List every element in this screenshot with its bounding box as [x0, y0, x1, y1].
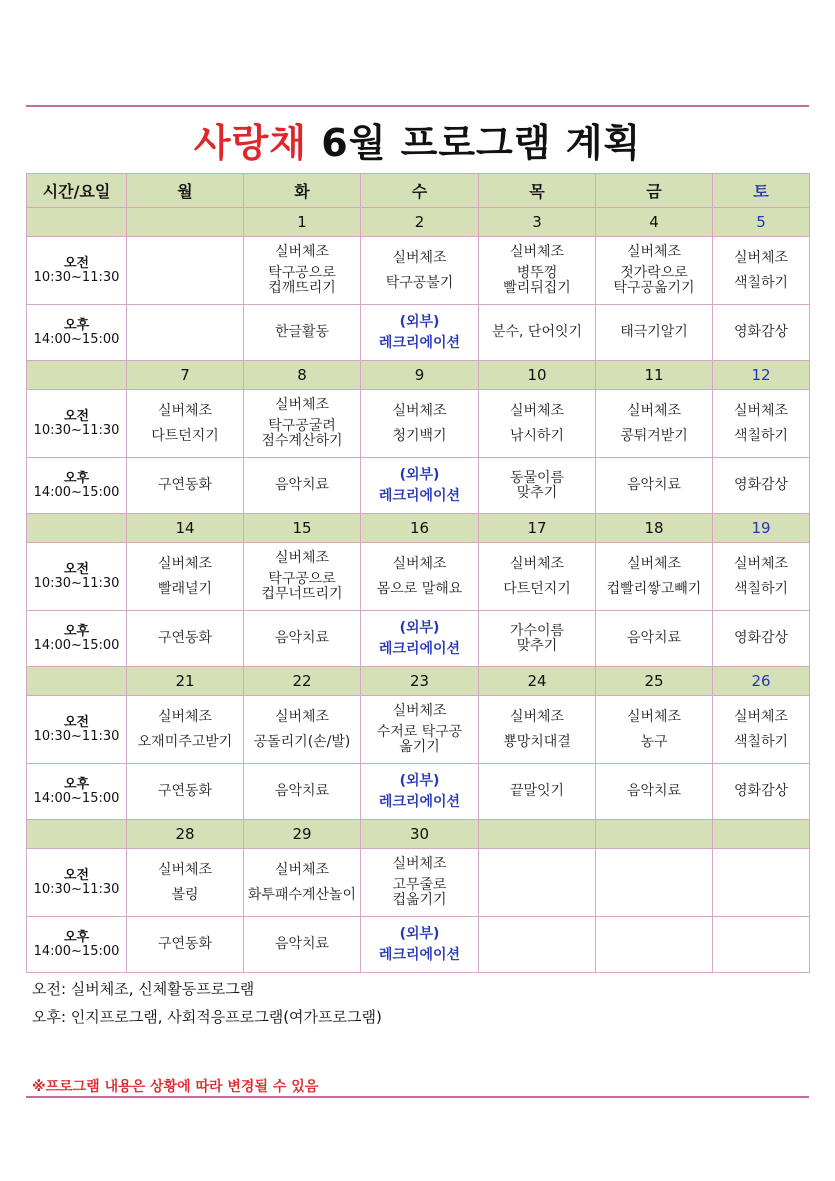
pm-row — [27, 305, 810, 361]
pm-activity-cell — [244, 917, 361, 973]
am-row — [27, 543, 810, 611]
date-cell: 28 — [127, 820, 244, 849]
date-row — [27, 361, 810, 390]
am-note: 오전: 실버체조, 신체활동프로그램 — [32, 980, 255, 998]
am-activity-cell — [479, 543, 596, 611]
am-activity-secondary: 농구 — [640, 733, 668, 750]
am-activity-secondary: 색칠하기 — [733, 733, 789, 750]
am-row — [27, 849, 810, 917]
am-activity-secondary: 다트던지기 — [151, 427, 219, 444]
date-cell: 5 — [713, 208, 810, 237]
am-activity-cell — [244, 849, 361, 917]
date-cell: 23 — [361, 667, 479, 696]
date-cell: 1 — [244, 208, 361, 237]
date-cell — [127, 208, 244, 237]
page-title — [26, 112, 809, 167]
pm-activity: 가수이름 맞추기 — [509, 622, 565, 654]
pm-activity-cell — [713, 611, 810, 667]
external-label: (외부) — [399, 925, 440, 942]
date-row — [27, 820, 810, 849]
am-row — [27, 237, 810, 305]
am-activity-cell — [361, 849, 479, 917]
date-cell — [479, 820, 596, 849]
pm-row — [27, 611, 810, 667]
am-activity-primary: 실버체조 — [392, 402, 447, 419]
am-activity-secondary: 탁구공으로 컵무너뜨리기 — [261, 571, 343, 602]
am-activity-cell — [713, 543, 810, 611]
am-time-cell — [27, 237, 127, 305]
am-activity-secondary: 탁구공굴려 점수계산하기 — [261, 418, 343, 449]
am-label: 오전 — [63, 408, 90, 424]
pm-activity-cell — [596, 764, 713, 820]
pm-activity: 동물이름 맞추기 — [509, 469, 565, 501]
am-activity-cell — [244, 390, 361, 458]
pm-activity-cell — [713, 764, 810, 820]
date-row-spacer — [27, 820, 127, 849]
date-cell: 17 — [479, 514, 596, 543]
pm-activity: 끝말잇기 — [509, 783, 565, 799]
pm-activity-cell — [361, 611, 479, 667]
date-cell: 2 — [361, 208, 479, 237]
date-cell: 26 — [713, 667, 810, 696]
pm-activity-cell — [596, 611, 713, 667]
am-activity-primary: 실버체조 — [157, 402, 213, 419]
pm-time-range: 14:00~15:00 — [33, 637, 120, 653]
am-activity-cell — [713, 696, 810, 764]
am-activity-primary: 실버체조 — [274, 861, 330, 878]
am-activity-secondary: 컵빨리쌓고빼기 — [606, 580, 702, 597]
date-cell: 24 — [479, 667, 596, 696]
am-activity-secondary: 콩튀겨받기 — [620, 427, 688, 444]
header-row — [27, 174, 810, 208]
date-cell: 15 — [244, 514, 361, 543]
am-activity-cell — [361, 696, 479, 764]
am-activity-cell — [244, 543, 361, 611]
date-row-spacer — [27, 667, 127, 696]
header-wed: 수 — [361, 174, 479, 208]
pm-time-range: 14:00~15:00 — [33, 943, 120, 959]
date-cell — [713, 820, 810, 849]
am-activity-primary: 실버체조 — [157, 555, 213, 572]
am-activity-cell — [596, 849, 713, 917]
pm-time-cell — [27, 764, 127, 820]
date-cell: 25 — [596, 667, 713, 696]
external-recreation: 레크리에이션 — [378, 334, 461, 351]
pm-activity: 음악치료 — [274, 783, 330, 799]
external-label: (외부) — [399, 313, 440, 330]
date-cell: 7 — [127, 361, 244, 390]
date-cell: 10 — [479, 361, 596, 390]
am-activity-cell — [596, 237, 713, 305]
header-mon: 월 — [127, 174, 244, 208]
pm-activity-cell — [244, 305, 361, 361]
am-activity-primary: 실버체조 — [392, 555, 447, 572]
pm-activity: 구연동화 — [157, 630, 213, 646]
pm-activity-cell — [596, 305, 713, 361]
date-cell: 22 — [244, 667, 361, 696]
date-cell: 9 — [361, 361, 479, 390]
am-label: 오전 — [63, 714, 90, 730]
pm-activity-cell — [596, 458, 713, 514]
pm-activity-cell — [361, 917, 479, 973]
title-text: 6월 프로그램 계획 — [321, 121, 642, 165]
am-activity-primary: 실버체조 — [274, 397, 330, 413]
pm-row — [27, 917, 810, 973]
external-recreation: 레크리에이션 — [378, 487, 461, 504]
am-label: 오전 — [63, 867, 90, 883]
am-time-cell — [27, 849, 127, 917]
pm-label: 오후 — [63, 470, 90, 486]
date-row — [27, 208, 810, 237]
am-activity-primary: 실버체조 — [509, 402, 565, 419]
am-activity-secondary: 수저로 탁구공 옮기기 — [376, 724, 463, 755]
pm-activity-cell — [479, 305, 596, 361]
am-activity-primary: 실버체조 — [509, 708, 565, 725]
pm-activity: 음악치료 — [274, 630, 330, 646]
pm-activity-cell — [713, 917, 810, 973]
pm-time-range: 14:00~15:00 — [33, 790, 120, 806]
header-tue: 화 — [244, 174, 361, 208]
pm-activity: 음악치료 — [626, 783, 682, 799]
am-activity-secondary: 젓가락으로 탁구공옮기기 — [613, 265, 695, 296]
am-activity-primary: 실버체조 — [733, 708, 789, 725]
am-activity-cell — [479, 390, 596, 458]
am-activity-secondary: 병뚜껑 빨리뒤집기 — [503, 265, 571, 296]
am-activity-secondary: 청기백기 — [392, 427, 447, 444]
am-label: 오전 — [63, 255, 90, 271]
pm-activity-cell — [596, 917, 713, 973]
bottom-rule — [26, 1096, 809, 1098]
am-activity-cell — [244, 237, 361, 305]
am-activity-cell — [479, 696, 596, 764]
pm-activity-cell — [361, 764, 479, 820]
am-label: 오전 — [63, 561, 90, 577]
title-center-name: 사랑채 — [193, 121, 308, 165]
am-activity-secondary: 공돌리기(손/발) — [253, 733, 351, 750]
am-time-range: 10:30~11:30 — [33, 728, 120, 744]
pm-activity: 음악치료 — [274, 936, 330, 952]
header-thu: 목 — [479, 174, 596, 208]
pm-activity-cell — [713, 458, 810, 514]
pm-activity: 한글활동 — [274, 324, 330, 340]
date-cell: 30 — [361, 820, 479, 849]
am-activity-cell — [596, 696, 713, 764]
am-row — [27, 390, 810, 458]
am-activity-cell — [596, 390, 713, 458]
am-activity-primary: 실버체조 — [392, 703, 447, 719]
date-cell: 8 — [244, 361, 361, 390]
date-cell: 11 — [596, 361, 713, 390]
am-activity-primary: 실버체조 — [157, 708, 213, 725]
am-activity-cell — [713, 237, 810, 305]
am-activity-cell — [361, 237, 479, 305]
pm-activity-cell — [127, 611, 244, 667]
am-activity-cell — [127, 849, 244, 917]
am-activity-primary: 실버체조 — [509, 244, 565, 260]
pm-activity: 음악치료 — [274, 477, 330, 493]
am-activity-secondary: 낚시하기 — [509, 427, 565, 444]
am-activity-primary: 실버체조 — [733, 555, 789, 572]
am-activity-cell — [127, 390, 244, 458]
date-cell: 3 — [479, 208, 596, 237]
am-time-range: 10:30~11:30 — [33, 881, 120, 897]
pm-activity: 구연동화 — [157, 477, 213, 493]
am-activity-secondary: 몸으로 말해요 — [376, 580, 463, 597]
pm-activity: 구연동화 — [157, 783, 213, 799]
external-recreation: 레크리에이션 — [378, 946, 461, 963]
pm-activity-cell — [479, 764, 596, 820]
am-activity-primary: 실버체조 — [157, 861, 213, 878]
am-activity-primary: 실버체조 — [392, 249, 447, 266]
date-row-spacer — [27, 208, 127, 237]
pm-label: 오후 — [63, 623, 90, 639]
am-activity-cell — [596, 543, 713, 611]
pm-activity: 음악치료 — [626, 630, 682, 646]
date-cell: 14 — [127, 514, 244, 543]
change-warning: ※프로그램 내용은 상황에 따라 변경될 수 있음 — [32, 1079, 319, 1095]
am-activity-secondary: 탁구공불기 — [385, 274, 454, 291]
am-activity-cell — [479, 849, 596, 917]
am-time-range: 10:30~11:30 — [33, 269, 120, 285]
date-cell: 21 — [127, 667, 244, 696]
am-activity-secondary: 뿅망치대결 — [503, 733, 571, 750]
pm-activity: 영화감상 — [733, 630, 789, 646]
pm-time-cell — [27, 305, 127, 361]
am-activity-primary: 실버체조 — [626, 708, 682, 725]
pm-time-range: 14:00~15:00 — [33, 484, 120, 500]
am-time-range: 10:30~11:30 — [33, 422, 120, 438]
am-activity-secondary: 다트던지기 — [503, 580, 571, 597]
pm-activity-cell — [479, 917, 596, 973]
am-activity-secondary: 볼링 — [171, 886, 199, 903]
top-rule — [26, 105, 809, 107]
header-fri: 금 — [596, 174, 713, 208]
am-activity-secondary: 탁구공으로 컵깨뜨리기 — [268, 265, 336, 296]
pm-activity-cell — [713, 305, 810, 361]
am-activity-primary: 실버체조 — [274, 708, 330, 725]
date-cell: 16 — [361, 514, 479, 543]
external-recreation: 레크리에이션 — [378, 640, 461, 657]
am-activity-secondary: 빨래널기 — [157, 580, 213, 597]
am-activity-primary: 실버체조 — [274, 550, 330, 566]
pm-time-cell — [27, 611, 127, 667]
am-time-cell — [27, 543, 127, 611]
pm-time-cell — [27, 917, 127, 973]
am-activity-cell — [127, 543, 244, 611]
pm-row — [27, 764, 810, 820]
am-activity-primary: 실버체조 — [733, 402, 789, 419]
pm-time-cell — [27, 458, 127, 514]
am-activity-primary: 실버체조 — [509, 555, 565, 572]
date-cell: 18 — [596, 514, 713, 543]
pm-label: 오후 — [63, 776, 90, 792]
date-row — [27, 514, 810, 543]
am-row — [27, 696, 810, 764]
am-activity-primary: 실버체조 — [626, 244, 682, 260]
am-activity-primary: 실버체조 — [274, 244, 330, 260]
date-row-spacer — [27, 514, 127, 543]
pm-label: 오후 — [63, 929, 90, 945]
pm-activity-cell — [244, 764, 361, 820]
am-activity-cell — [244, 696, 361, 764]
am-activity-secondary: 색칠하기 — [733, 580, 789, 597]
external-label: (외부) — [399, 466, 440, 483]
date-cell: 19 — [713, 514, 810, 543]
am-activity-cell — [127, 237, 244, 305]
pm-activity: 음악치료 — [626, 477, 682, 493]
am-activity-secondary: 화투패수계산놀이 — [247, 886, 357, 903]
pm-activity: 영화감상 — [733, 783, 789, 799]
pm-activity: 영화감상 — [733, 324, 789, 340]
am-activity-cell — [479, 237, 596, 305]
pm-row — [27, 458, 810, 514]
header-sat: 토 — [713, 174, 810, 208]
pm-activity-cell — [479, 611, 596, 667]
am-activity-secondary: 오재미주고받기 — [137, 733, 233, 750]
schedule-table — [26, 173, 810, 973]
date-cell — [596, 820, 713, 849]
am-activity-secondary: 색칠하기 — [733, 427, 789, 444]
external-label: (외부) — [399, 619, 440, 636]
date-cell: 29 — [244, 820, 361, 849]
am-time-cell — [27, 696, 127, 764]
pm-activity-cell — [127, 458, 244, 514]
pm-activity: 분수, 단어잇기 — [491, 324, 583, 340]
am-activity-primary: 실버체조 — [626, 402, 682, 419]
pm-activity: 구연동화 — [157, 936, 213, 952]
header-time-day: 시간/요일 — [27, 174, 127, 208]
pm-activity: 태극기알기 — [620, 324, 688, 340]
date-row — [27, 667, 810, 696]
pm-activity-cell — [127, 305, 244, 361]
pm-activity: 영화감상 — [733, 477, 789, 493]
pm-label: 오후 — [63, 317, 90, 333]
am-time-cell — [27, 390, 127, 458]
pm-activity-cell — [361, 458, 479, 514]
am-activity-primary: 실버체조 — [733, 249, 789, 266]
am-time-range: 10:30~11:30 — [33, 575, 120, 591]
am-activity-primary: 실버체조 — [626, 555, 682, 572]
am-activity-secondary: 색칠하기 — [733, 274, 789, 291]
pm-activity-cell — [244, 611, 361, 667]
external-recreation: 레크리에이션 — [378, 793, 461, 810]
pm-activity-cell — [244, 458, 361, 514]
am-activity-secondary: 고무줄로 컵옮기기 — [392, 877, 447, 908]
pm-activity-cell — [127, 764, 244, 820]
date-row-spacer — [27, 361, 127, 390]
am-activity-cell — [361, 543, 479, 611]
pm-note: 오후: 인지프로그램, 사회적응프로그램(여가프로그램) — [32, 1008, 382, 1026]
am-activity-cell — [713, 849, 810, 917]
am-activity-cell — [127, 696, 244, 764]
external-label: (외부) — [399, 772, 440, 789]
date-cell: 4 — [596, 208, 713, 237]
am-activity-cell — [713, 390, 810, 458]
schedule-body — [27, 208, 810, 973]
pm-activity-cell — [361, 305, 479, 361]
pm-time-range: 14:00~15:00 — [33, 331, 120, 347]
am-activity-cell — [361, 390, 479, 458]
pm-activity-cell — [479, 458, 596, 514]
date-cell: 12 — [713, 361, 810, 390]
pm-activity-cell — [127, 917, 244, 973]
am-activity-primary: 실버체조 — [392, 856, 447, 872]
